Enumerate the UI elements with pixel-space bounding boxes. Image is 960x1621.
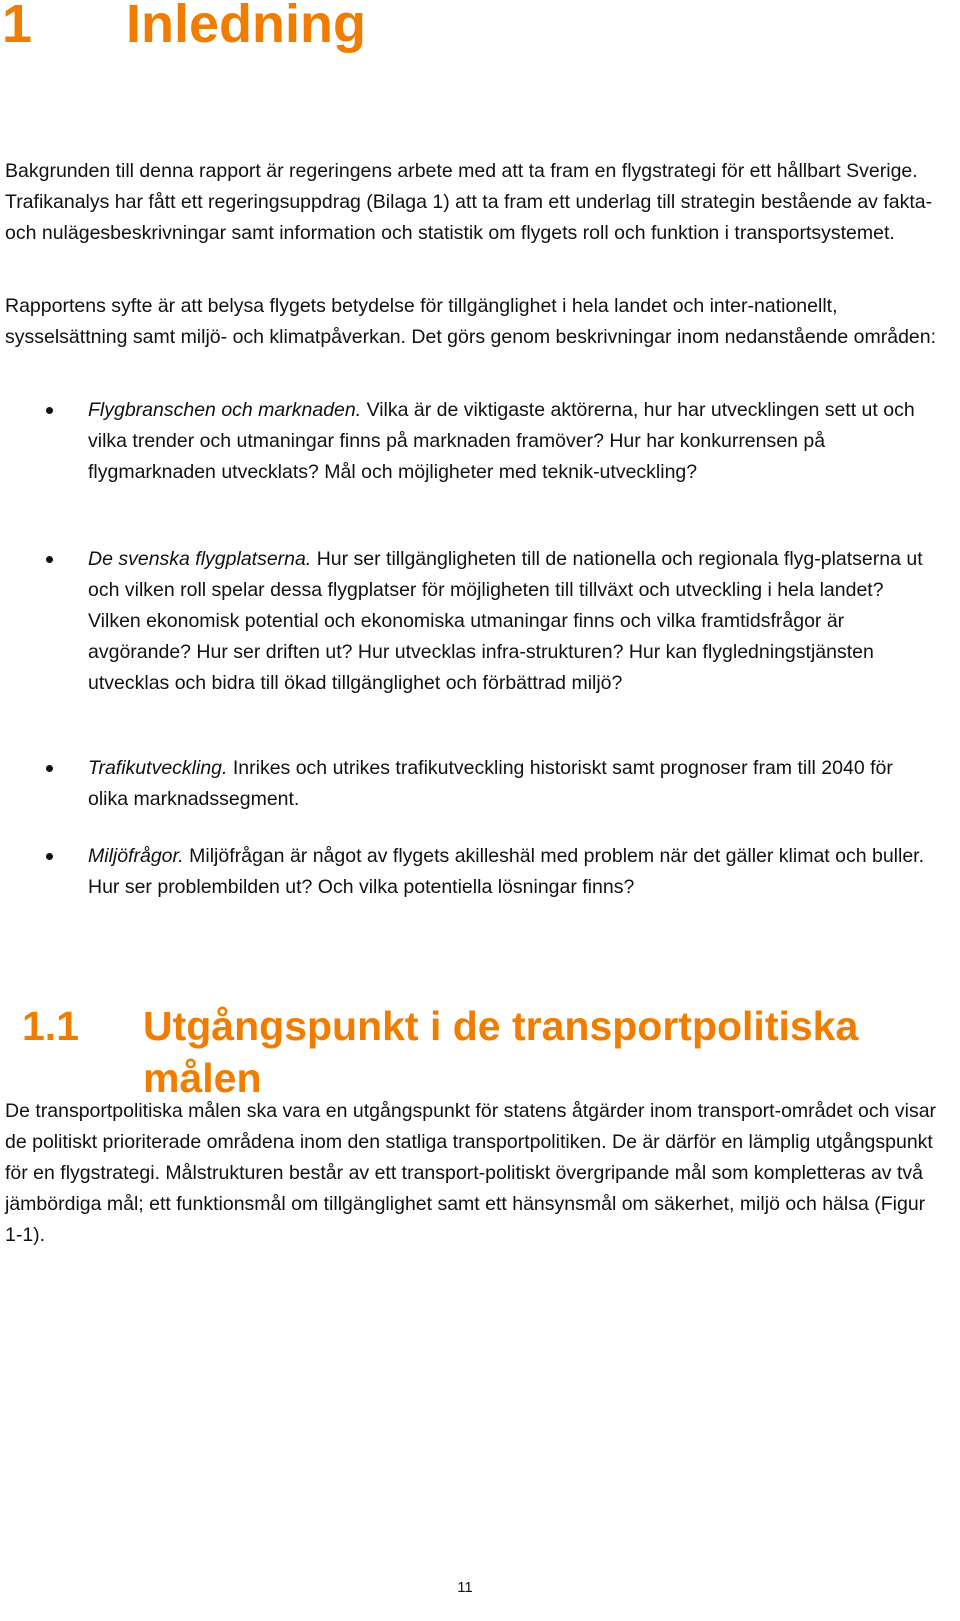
page-number: 11	[457, 1579, 473, 1596]
list-item-body: Vilka är de viktigaste aktörerna, hur har utvecklingen sett ut och vilka trender och utmaningar finns på marknaden framöver? Hur har konkurrensen på flygmarknaden utvecklats? Mål och möjligheter med teknik-utveckling?	[88, 399, 915, 483]
list-item-lead: De svenska flygplatserna.	[88, 548, 312, 570]
bullet-icon	[46, 556, 53, 563]
list-item-body: Inrikes och utrikes trafikutveckling historiskt samt prognoser fram till 2040 för olika marknadssegment.	[88, 757, 893, 810]
list-item-text	[88, 544, 933, 699]
section-heading	[22, 1000, 923, 1104]
bullet-icon	[46, 765, 53, 772]
bullet-icon	[46, 853, 53, 860]
intro-paragraph-2: Rapportens syfte är att belysa flygets betydelse för tillgänglighet i hela landet och inter-nationellt, sysselsättning samt miljö- och klimatpåverkan. Det görs genom beskrivningar inom nedanstående områden:	[5, 295, 937, 348]
list-item-text	[88, 753, 933, 815]
chapter-title: Inledning	[126, 0, 366, 54]
section-paragraph: De transportpolitiska målen ska vara en utgångspunkt för statens åtgärder inom transport-området och visar de politiskt prioriterade områdena inom den statliga transportpolitiken. De är därför en lämplig utgångspunkt för en flygstrategi. Målstrukturen består av ett transport-politiskt övergripande mål som kompletteras av två jämbördiga mål; ett funktionsmål om tillgänglighet samt ett hänsynsmål om säkerhet, miljö och hälsa (Figur 1-1).	[5, 1100, 937, 1246]
bullet-icon	[46, 407, 53, 414]
list-item-text	[88, 395, 933, 488]
section-number: 1.1	[22, 1003, 79, 1049]
chapter-heading	[2, 0, 366, 56]
list-item-lead: Trafikutveckling.	[88, 757, 228, 779]
section-title: Utgångspunkt i de transportpolitiska målen	[143, 1003, 859, 1101]
list-item-lead: Miljöfrågor.	[88, 845, 184, 867]
list-item-body: Miljöfrågan är något av flygets akilleshäl med problem när det gäller klimat och buller. Hur ser problembilden ut? Och vilka potentiella lösningar finns?	[88, 845, 925, 898]
list-item-text	[88, 841, 933, 903]
list-item-lead: Flygbranschen och marknaden.	[88, 399, 362, 421]
list-item-body: Hur ser tillgängligheten till de nationella och regionala flyg-platserna ut och vilken roll spelar dessa flygplatser för möjligheten till tillväxt och utveckling i hela landet? Vilken ekonomisk potential och ekonomiska utmaningar finns och vilka framtidsfrågor är avgörande? Hur ser driften ut? Hur utvecklas infra-strukturen? Hur kan flygledningstjänsten utvecklas och bidra till ökad tillgänglighet och förbättrad miljö?	[88, 548, 923, 694]
chapter-number: 1	[2, 0, 33, 54]
intro-paragraph-1: Bakgrunden till denna rapport är regeringens arbete med att ta fram en flygstrategi för ett hållbart Sverige. Trafikanalys har fått ett regeringsuppdrag (Bilaga 1) att ta fram ett underlag till strategin bestående av fakta- och nulägesbeskrivningar samt information och statistik om flygets roll och funktion i transportsystemet.	[5, 160, 933, 244]
